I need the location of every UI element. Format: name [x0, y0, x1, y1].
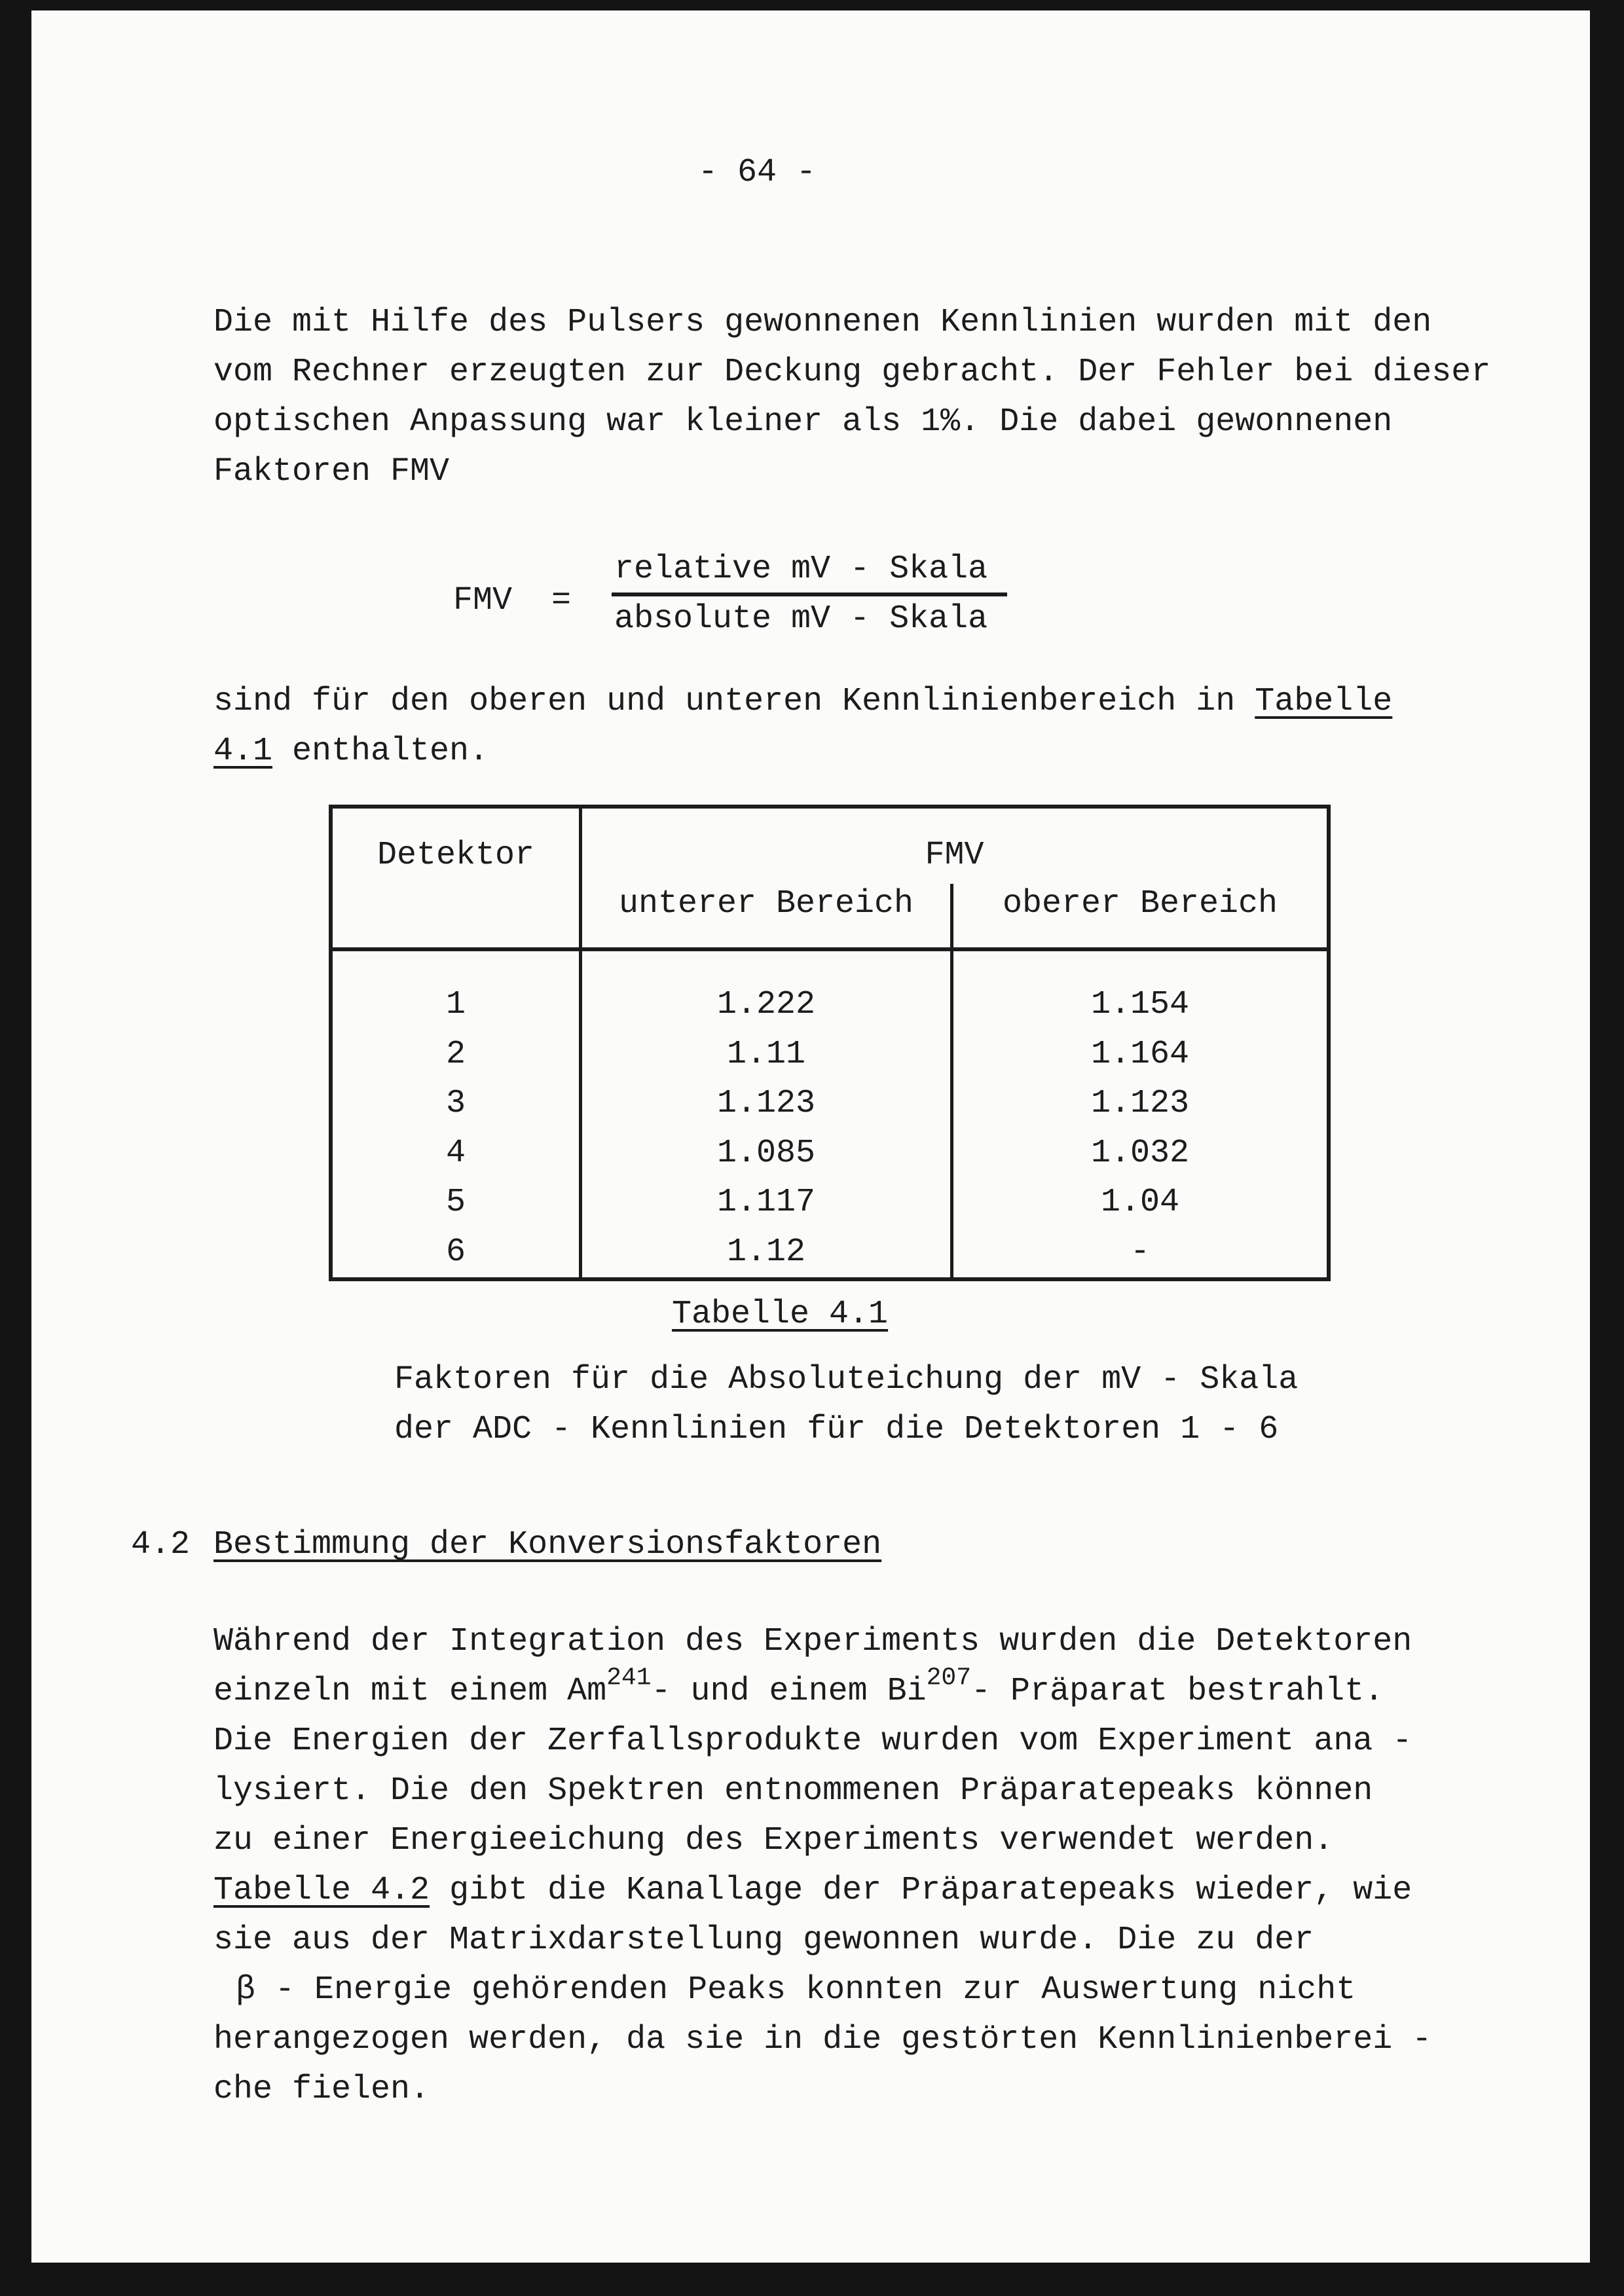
- paragraph-3-line-3: Die Energien der Zerfallsprodukte wurden vom Experiment ana -: [213, 1722, 1412, 1760]
- paragraph-2-text: sind für den oberen und unteren Kennlinienbereich in: [213, 683, 1255, 720]
- table-4-2-reference-link[interactable]: Tabelle 4.2: [213, 1872, 430, 1909]
- paragraph-1-line-1: Die mit Hilfe des Pulsers gewonnenen Kennlinien wurden mit den: [213, 304, 1432, 341]
- section-title: Bestimmung der Konversionsfaktoren: [213, 1526, 882, 1563]
- paragraph-3-line-2: [213, 1664, 1384, 1717]
- paragraph-3-line-9: herangezogen werden, da sie in die gestörten Kennlinienberei -: [213, 2021, 1432, 2058]
- formula-lhs: FMV: [453, 582, 513, 619]
- table-caption-title: Tabelle 4.1: [672, 1296, 889, 1333]
- table-cell-detektor: 5: [445, 1184, 466, 1221]
- paragraph-3-line-1: Während der Integration des Experiments wurden die Detektoren: [213, 1623, 1412, 1660]
- paragraph-2-text-end: enthalten.: [272, 733, 489, 770]
- header-upper-range: oberer Bereich: [1002, 885, 1278, 922]
- table-cell-lower: 1.117: [716, 1184, 816, 1221]
- paragraph-1-line-4: Faktoren FMV: [213, 453, 450, 490]
- header-detektor: Detektor: [377, 837, 535, 874]
- fmv-table: [329, 805, 1331, 1281]
- table-cell-lower: 1.222: [716, 986, 816, 1023]
- page-number: - 64 -: [698, 154, 817, 191]
- paragraph-1-line-3: optischen Anpassung war kleiner als 1%. Die dabei gewonnenen: [213, 403, 1393, 441]
- table-caption-line-1: Faktoren für die Absoluteichung der mV - Skala: [394, 1361, 1299, 1398]
- table-cell-upper: 1.164: [1090, 1035, 1190, 1073]
- paragraph-3-text-d: gibt die Kanallage der Präparatepeaks wieder, wie: [430, 1872, 1412, 1909]
- formula-numerator: relative mV - Skala: [614, 551, 988, 588]
- table-cell-detektor: 1: [445, 986, 466, 1023]
- paragraph-3-text-c: - Präparat bestrahlt.: [971, 1673, 1384, 1710]
- table-header-divider: [333, 947, 1327, 951]
- column-lower-range: [582, 980, 950, 1277]
- table-caption-line-2: der ADC - Kennlinien für die Detektoren 1 - 6: [394, 1411, 1279, 1448]
- table-cell-detektor: 2: [445, 1035, 466, 1073]
- paragraph-3-text-b: - und einem Bi: [651, 1673, 927, 1710]
- table-cell-lower: 1.085: [716, 1134, 816, 1172]
- paragraph-3-line-7: sie aus der Matrixdarstellung gewonnen wurde. Die zu der: [213, 1922, 1314, 1959]
- table-cell-lower: 1.12: [726, 1233, 806, 1271]
- table-cell-lower: 1.123: [716, 1085, 816, 1122]
- paragraph-3-line-6: [213, 1866, 1412, 1916]
- column-detektor: [333, 980, 579, 1277]
- table-cell-upper: 1.032: [1090, 1134, 1190, 1172]
- table-reference-number[interactable]: 4.1: [213, 733, 273, 770]
- paragraph-2-line-1: [213, 677, 1392, 727]
- table-cell-lower: 1.11: [726, 1035, 806, 1073]
- isotope-mass-bi: 207: [926, 1664, 972, 1692]
- table-cell-detektor: 3: [445, 1085, 466, 1122]
- paragraph-3-line-4: lysiert. Die den Spektren entnommenen Präparatepeaks können: [213, 1772, 1373, 1810]
- paragraph-2-line-2: [213, 727, 489, 776]
- table-reference-link[interactable]: Tabelle: [1255, 683, 1393, 720]
- isotope-mass-am: 241: [606, 1664, 652, 1692]
- paragraph-3-line-10: che fielen.: [213, 2071, 430, 2108]
- table-cell-upper: 1.154: [1090, 986, 1190, 1023]
- paragraph-3-line-8: β - Energie gehörenden Peaks konnten zur Auswertung nicht: [236, 1971, 1356, 2009]
- table-cell-upper: 1.04: [1100, 1184, 1180, 1221]
- paragraph-3-line-5: zu einer Energieeichung des Experiments verwendet werden.: [213, 1822, 1334, 1859]
- formula-denominator: absolute mV - Skala: [614, 600, 988, 638]
- paragraph-3-text-a: einzeln mit einem Am: [213, 1673, 607, 1710]
- header-lower-range: unterer Bereich: [618, 885, 914, 922]
- table-cell-detektor: 6: [445, 1233, 466, 1271]
- table-cell-detektor: 4: [445, 1134, 466, 1172]
- section-number: 4.2: [131, 1526, 191, 1563]
- table-cell-upper: -: [1130, 1233, 1150, 1271]
- table-cell-upper: 1.123: [1090, 1085, 1190, 1122]
- paragraph-1-line-2: vom Rechner erzeugten zur Deckung gebracht. Der Fehler bei dieser: [213, 354, 1491, 391]
- formula-equals: =: [551, 582, 572, 619]
- column-upper-range: [953, 980, 1327, 1277]
- header-fmv: FMV: [925, 837, 984, 874]
